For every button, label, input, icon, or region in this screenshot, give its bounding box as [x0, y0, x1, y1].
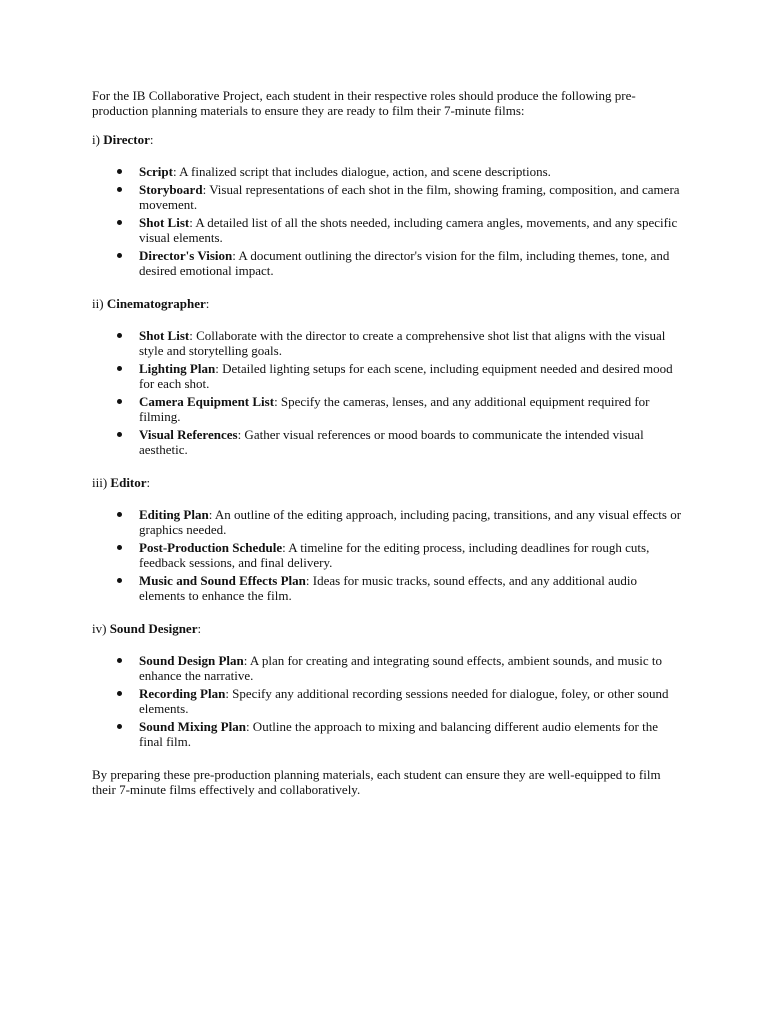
- list-item: [139, 361, 682, 391]
- section-colon: :: [146, 475, 151, 490]
- intro-paragraph: For the IB Collaborative Project, each student in their respective roles should produce the following pre-production planning materials to ensure they are ready to film their 7-minute films:: [92, 88, 636, 118]
- conclusion-paragraph: By preparing these pre-production planning materials, each student can ensure they are well-equipped to film their 7-minute films effectively and collaboratively.: [92, 767, 661, 797]
- list-item: [139, 719, 682, 749]
- item-term: Post-Production Schedule: [139, 540, 283, 555]
- item-description: : Outline the approach to mixing and balancing different audio elements for the final film.: [139, 719, 658, 749]
- item-description: : Collaborate with the director to create a comprehensive shot list that aligns with the visual style and storytelling goals.: [139, 328, 666, 358]
- item-term: Editing Plan: [139, 507, 209, 522]
- section-role-title: Editor: [110, 475, 147, 490]
- item-term: Shot List: [139, 328, 190, 343]
- section-number: iii): [92, 475, 111, 490]
- section-colon: :: [205, 296, 210, 311]
- list-item: [139, 182, 682, 212]
- item-term: Sound Design Plan: [139, 653, 244, 668]
- section-heading: [92, 621, 682, 636]
- deliverables-list: [92, 653, 682, 749]
- section-colon: :: [149, 132, 154, 147]
- section-role-title: Cinematographer: [106, 296, 206, 311]
- section-role-title: Director: [103, 132, 150, 147]
- item-term: Camera Equipment List: [139, 394, 275, 409]
- list-item: [139, 394, 682, 424]
- item-description: : Specify the cameras, lenses, and any additional equipment required for filming.: [139, 394, 650, 424]
- deliverables-list: [92, 164, 682, 278]
- item-term: Visual References: [139, 427, 238, 442]
- section-heading: [92, 132, 682, 147]
- list-item: [139, 540, 682, 570]
- section-number: ii): [92, 296, 107, 311]
- item-description: : A plan for creating and integrating sound effects, ambient sounds, and music to enhance the narrative.: [139, 653, 662, 683]
- item-term: Sound Mixing Plan: [139, 719, 246, 734]
- item-description: : Detailed lighting setups for each scene, including equipment needed and desired mood for each shot.: [139, 361, 673, 391]
- deliverables-list: [92, 507, 682, 603]
- item-term: Lighting Plan: [139, 361, 216, 376]
- section-heading: [92, 296, 682, 311]
- document-page: [92, 88, 682, 797]
- item-description: : Specify any additional recording sessions needed for dialogue, foley, or other sound elements.: [139, 686, 669, 716]
- section-role-title: Sound Designer: [109, 621, 198, 636]
- section-heading: [92, 475, 682, 490]
- list-item: [139, 328, 682, 358]
- item-term: Script: [139, 164, 173, 179]
- item-description: : A timeline for the editing process, including deadlines for rough cuts, feedback sessions, and final delivery.: [139, 540, 650, 570]
- list-item: [139, 215, 682, 245]
- item-description: : Visual representations of each shot in the film, showing framing, composition, and camera movement.: [139, 182, 680, 212]
- item-description: : A document outlining the director's vision for the film, including themes, tone, and desired emotional impact.: [139, 248, 670, 278]
- list-item: [139, 164, 682, 179]
- role-sections: [92, 132, 682, 749]
- item-term: Music and Sound Effects Plan: [139, 573, 306, 588]
- deliverables-list: [92, 328, 682, 457]
- section-colon: :: [197, 621, 202, 636]
- list-item: [139, 686, 682, 716]
- item-description: : A detailed list of all the shots needed, including camera angles, movements, and any specific visual elements.: [139, 215, 678, 245]
- list-item: [139, 653, 682, 683]
- list-item: [139, 427, 682, 457]
- item-description: : Ideas for music tracks, sound effects, and any additional audio elements to enhance the film.: [139, 573, 638, 603]
- list-item: [139, 507, 682, 537]
- item-description: : An outline of the editing approach, including pacing, transitions, and any visual effects or graphics needed.: [139, 507, 682, 537]
- section-number: iv): [92, 621, 110, 636]
- item-term: Shot List: [139, 215, 190, 230]
- item-term: Recording Plan: [139, 686, 226, 701]
- list-item: [139, 248, 682, 278]
- item-description: : A finalized script that includes dialogue, action, and scene descriptions.: [172, 164, 551, 179]
- section-number: i): [92, 132, 104, 147]
- item-term: Director's Vision: [139, 248, 233, 263]
- item-term: Storyboard: [139, 182, 203, 197]
- item-description: : Gather visual references or mood boards to communicate the intended visual aesthetic.: [139, 427, 644, 457]
- list-item: [139, 573, 682, 603]
